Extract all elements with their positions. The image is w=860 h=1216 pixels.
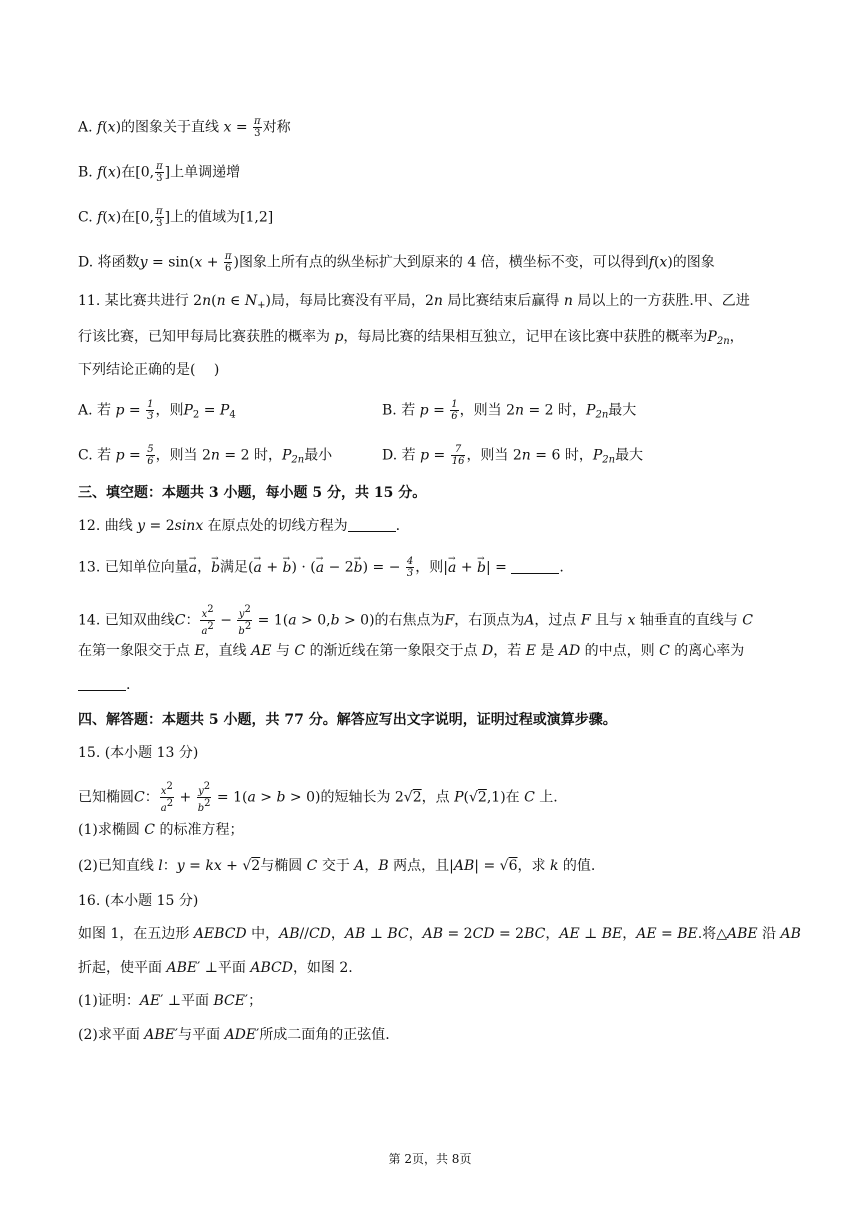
q15-stem: 已知椭圆C： $\frac{x2}{a2}$ + $\frac{y2}{b2}$ = 1(a > b > 0)的短轴长为 2√2，点 P(√2,1)在 C 上. [78,781,558,814]
q16-part-2: (2)求平面 ABE′与平面 ADE′所成二面角的正弦值. [78,1027,390,1043]
page-footer: 第 2页，共 8页 [388,1152,472,1166]
q11-option-d: D. 若 p = $\frac{7}{16}$ ，则当 2n = 6 时，$P_{2n}$最大 [382,444,644,467]
q15-title: 15. (本小题 13 分) [78,745,199,761]
q11-line-1: 11. 某比赛共进行 2n(n ∈ $N_+$)局，每局比赛没有平局，2n 局比赛结束后赢得 n 局以上的一方获胜.甲、乙进 [78,293,750,311]
q11-option-b: B. 若 p = $\frac{1}{6}$ ，则当 2n = 2 时，$P_{2n}$最大 [382,399,637,422]
q14-line-2: 在第一象限交于点 E，直线 AE 与 C 的渐近线在第一象限交于点 D，若 E 是 AD 的中点，则 C 的离心率为 [78,643,745,659]
answer-blank [348,531,396,532]
q10-option-c: C. f(x)在[0, $\frac{\pi}{3}$ ]上的值域为[1,2] [78,206,274,229]
q16-title: 16. (本小题 15 分) [78,893,199,909]
q16-part-1: (1)证明：AE′ ⊥平面 BCE′； [78,993,263,1009]
q13: 13. 已知单位向量→ a，→ b满足(→ a + → b) · (→ a − 2→ b) = − $\frac{4}{3}$ ，则|→ a + → b| = . [78,556,564,579]
q14-line-3: . [78,675,130,695]
q15-part-2: (2)已知直线 l：y = kx + √2与椭圆 C 交于 A，B 两点，且|AB| = √6，求 k 的值. [78,858,596,874]
q14-line-1: 14. 已知双曲线C： $\frac{x2}{a2}$ − $\frac{y2}{b2}$ = 1(a > 0,b > 0)的右焦点为F，右顶点为A，过点 F 且与 x 轴垂直的直线与 C [78,604,753,637]
q10-option-d: D. 将函数y = sin(x + $\frac{\pi}{6}$ )图象上所有点的纵坐标扩大到原来的 4 倍，横坐标不变，可以得到f(x)的图象 [78,251,715,274]
answer-blank [78,690,126,691]
answer-blank [511,573,559,574]
q10-option-a: A. f(x)的图象关于直线 x = $\frac{\pi}{3}$ 对称 [78,116,291,139]
section-4-heading: 四、解答题：本题共 5 小题，共 77 分。解答应写出文字说明，证明过程或演算步骤。 [78,712,617,728]
q12: 12. 曲线 y = 2sinx 在原点处的切线方程为 . [78,518,401,534]
section-3-heading: 三、填空题：本题共 3 小题，每小题 5 分，共 15 分。 [78,485,427,501]
q11-option-a: A. 若 p = $\frac{1}{3}$ ，则$P_2 = P_4$ [78,399,236,422]
q16-stem-1: 如图 1，在五边形 AEBCD 中，AB//CD，AB ⊥ BC，AB = 2CD = 2BC，AE ⊥ BE，AE = BE.将△ABE 沿 AB [78,926,801,942]
q11-line-2: 行该比赛，已知甲每局比赛获胜的概率为 p，每局比赛的结果相互独立，记甲在该比赛中获胜的概率为$P_{2n}$， [78,329,744,347]
q16-stem-2: 折起，使平面 ABE′ ⊥平面 ABCD，如图 2. [78,960,353,976]
q11-option-c: C. 若 p = $\frac{5}{6}$ ，则当 2n = 2 时，$P_{2n}$最小 [78,444,333,467]
q10-option-b: B. f(x)在[0, $\frac{\pi}{3}$ ]上单调递增 [78,161,241,184]
q15-part-1: (1)求椭圆 C 的标准方程； [78,822,244,838]
q11-line-3: 下列结论正确的是( ) [78,362,220,378]
